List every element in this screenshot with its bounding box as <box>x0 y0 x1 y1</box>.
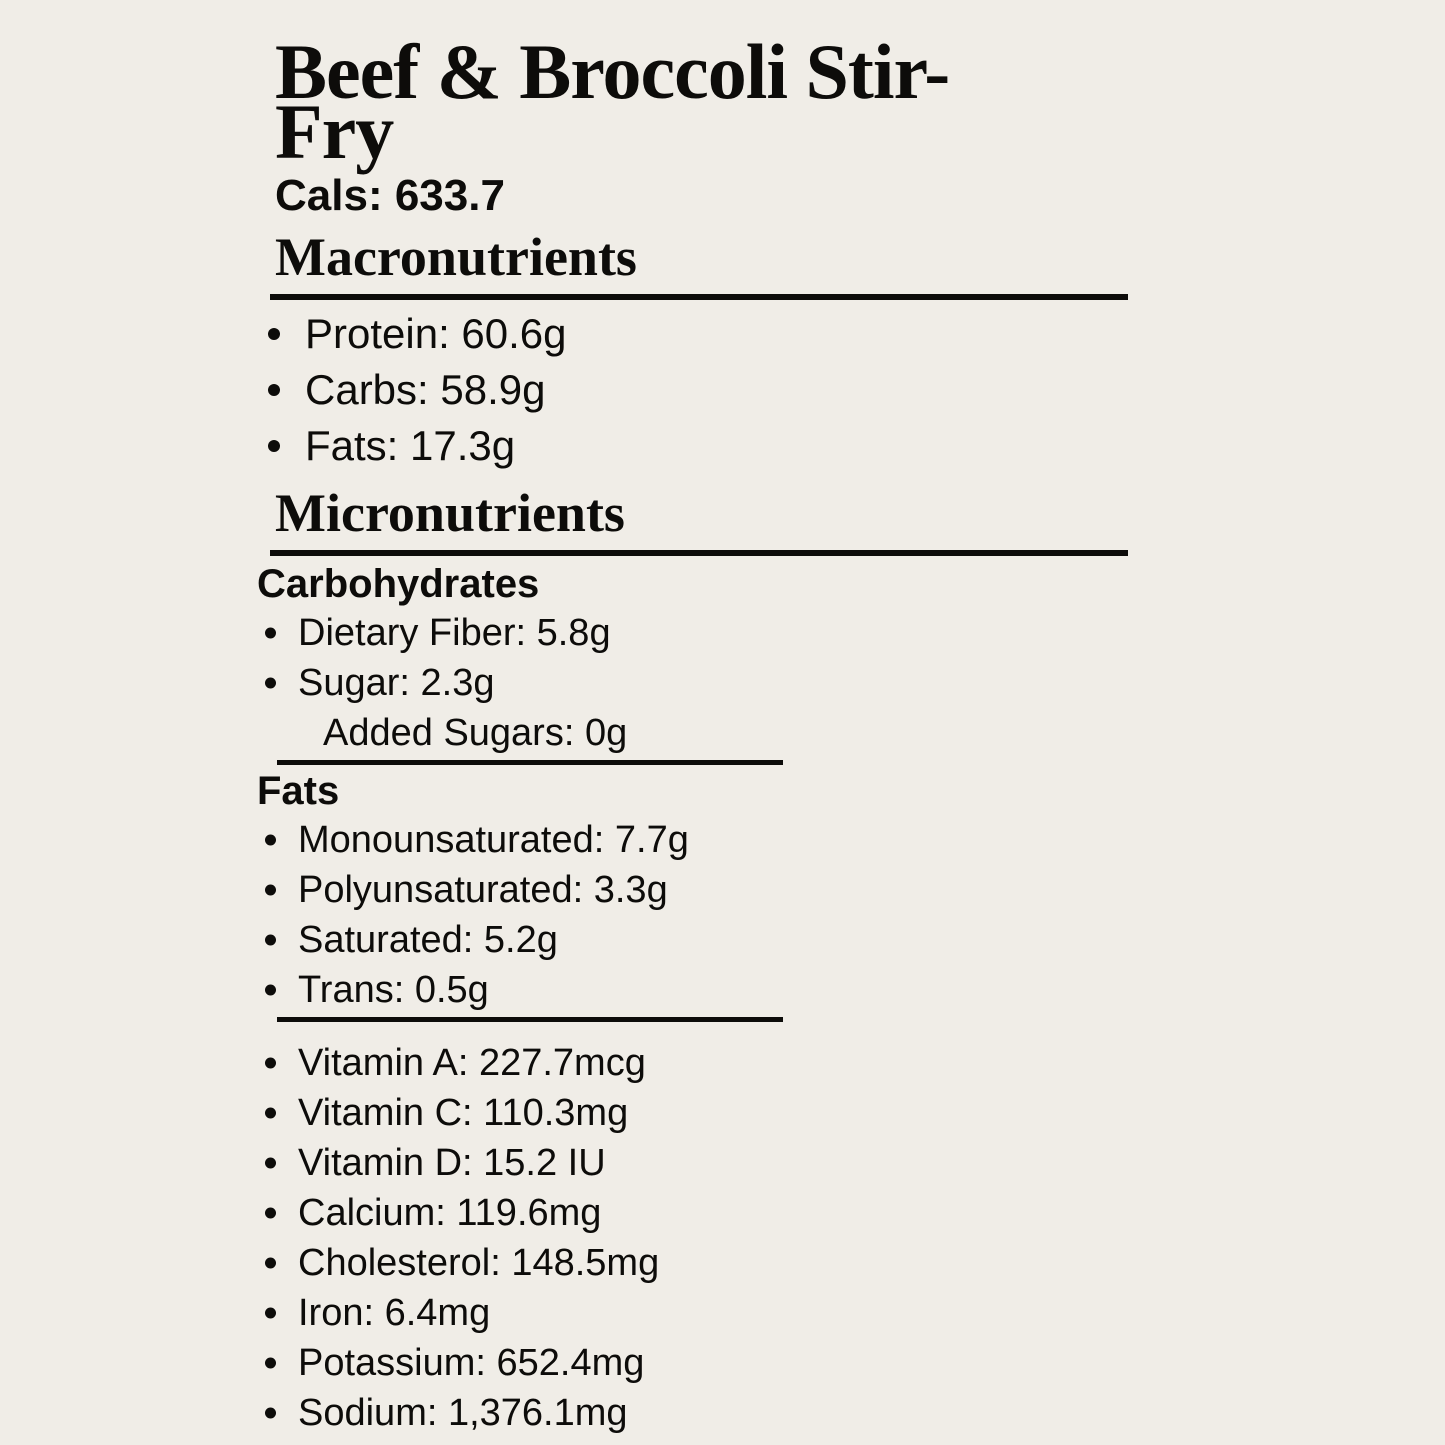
macronutrients-divider <box>270 294 1128 300</box>
micronutrients-heading: Micronutrients <box>275 483 625 544</box>
bullet-icon <box>265 628 276 639</box>
calories-line: Cals: 633.7 <box>275 171 505 221</box>
list-item <box>255 362 1445 418</box>
recipe-title: Beef & Broccoli Stir-Fry <box>275 28 950 176</box>
list-item <box>255 306 1445 362</box>
list-item <box>255 608 1445 658</box>
list-item <box>255 658 1445 708</box>
list-item-text: Fats: 17.3g <box>305 422 516 470</box>
list-item <box>255 1288 1445 1338</box>
list-item <box>255 1038 1445 1088</box>
bullet-icon <box>265 1058 276 1069</box>
bullet-icon <box>265 1208 276 1219</box>
list-item <box>255 965 1445 1015</box>
list-item <box>255 1238 1445 1288</box>
added-sugars-line: Added Sugars: 0g <box>323 712 628 755</box>
list-item <box>255 1188 1445 1238</box>
list-item-text: Iron: 6.4mg <box>298 1292 491 1335</box>
bullet-icon <box>268 440 280 452</box>
bullet-icon <box>265 935 276 946</box>
list-item <box>255 418 1445 474</box>
bullet-icon <box>265 1408 276 1419</box>
list-item <box>255 1088 1445 1138</box>
macronutrients-list <box>255 306 1445 474</box>
list-item-text: Vitamin D: 15.2 IU <box>298 1142 606 1185</box>
list-item-text: Sugar: 2.3g <box>298 662 495 705</box>
list-item-text: Saturated: 5.2g <box>298 919 558 962</box>
list-item-text: Monounsaturated: 7.7g <box>298 819 689 862</box>
bullet-icon <box>268 384 280 396</box>
bullet-icon <box>265 678 276 689</box>
bullet-icon <box>265 1258 276 1269</box>
fats-subheading: Fats <box>257 769 340 814</box>
list-item-text: Vitamin A: 227.7mcg <box>298 1042 646 1085</box>
list-item <box>255 1138 1445 1188</box>
macronutrients-heading: Macronutrients <box>275 227 637 288</box>
vitamins-minerals-list <box>255 1038 1445 1438</box>
list-item-text: Sodium: 1,376.1mg <box>298 1392 628 1435</box>
fats-divider <box>277 1017 783 1022</box>
list-item <box>255 815 1445 865</box>
list-item-text: Calcium: 119.6mg <box>298 1192 602 1235</box>
carbohydrates-subheading: Carbohydrates <box>257 562 540 607</box>
list-item-text: Dietary Fiber: 5.8g <box>298 612 611 655</box>
list-item <box>255 1388 1445 1438</box>
bullet-icon <box>265 835 276 846</box>
carbohydrates-list <box>255 608 1445 708</box>
bullet-icon <box>265 1108 276 1119</box>
list-item-text: Protein: 60.6g <box>305 310 567 358</box>
bullet-icon <box>268 328 280 340</box>
list-item-text: Vitamin C: 110.3mg <box>298 1092 629 1135</box>
list-item <box>255 915 1445 965</box>
list-item-text: Polyunsaturated: 3.3g <box>298 869 668 912</box>
fats-list <box>255 815 1445 1015</box>
list-item-text: Carbs: 58.9g <box>305 366 546 414</box>
micronutrients-divider <box>270 550 1128 556</box>
bullet-icon <box>265 1158 276 1169</box>
list-item <box>255 1338 1445 1388</box>
list-item-text: Trans: 0.5g <box>298 969 489 1012</box>
list-item <box>255 865 1445 915</box>
list-item-text: Potassium: 652.4mg <box>298 1342 645 1385</box>
list-item-text: Cholesterol: 148.5mg <box>298 1242 660 1285</box>
carbohydrates-divider <box>277 760 783 765</box>
bullet-icon <box>265 985 276 996</box>
bullet-icon <box>265 885 276 896</box>
bullet-icon <box>265 1358 276 1369</box>
bullet-icon <box>265 1308 276 1319</box>
